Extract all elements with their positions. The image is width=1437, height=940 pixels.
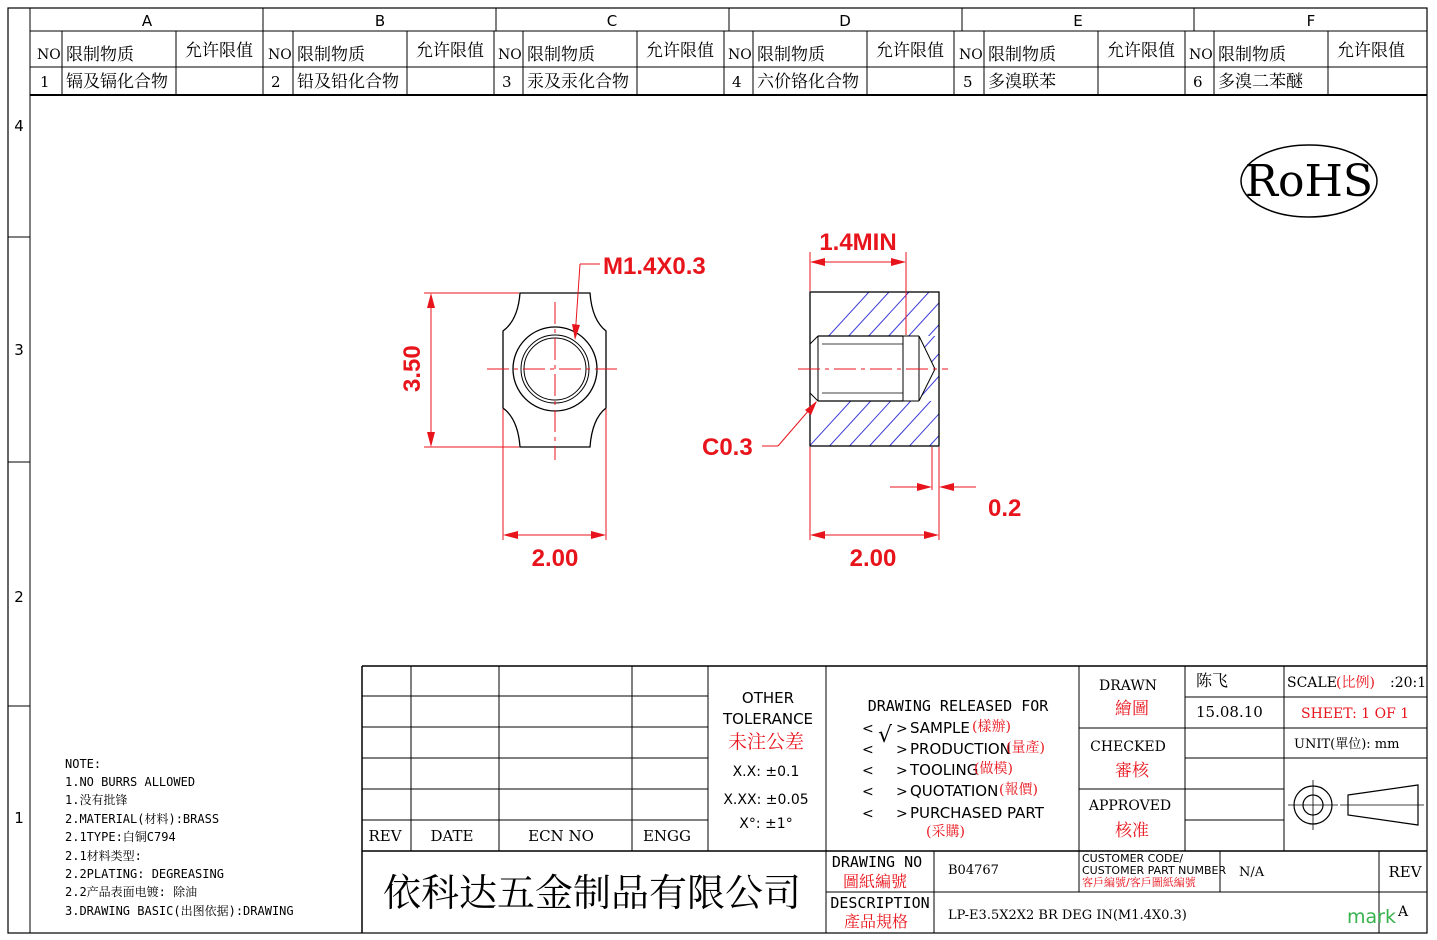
header-substance: 限制物质	[297, 45, 365, 65]
section-view	[798, 292, 948, 446]
header-limit: 允许限值	[646, 41, 714, 61]
release-item-production: PRODUCTION	[910, 740, 1011, 758]
customer-code-value: N/A	[1239, 865, 1265, 880]
ecn-header: ECN NO	[528, 827, 594, 845]
offset-dimension: 0.2	[988, 495, 1022, 522]
release-bracket-icon: <	[862, 763, 874, 779]
note-line: 2.1TYPE:白铜C794	[65, 830, 176, 844]
release-item-tooling-cn: (做模)	[974, 761, 1013, 777]
note-line: 2.2产品表面电镀: 除油	[65, 885, 198, 899]
header-limit: 允许限值	[1107, 41, 1175, 61]
release-item-production-cn: (量產)	[1006, 740, 1045, 756]
zone-row-3: 3	[14, 341, 24, 359]
substance-no: 1	[40, 73, 50, 91]
release-item-quotation: QUOTATION	[910, 782, 999, 800]
section-hatching	[760, 280, 1030, 500]
header-substance: 限制物质	[757, 45, 825, 65]
drawn-label: DRAWN	[1099, 678, 1157, 694]
description-label-cn: 產品規格	[843, 912, 909, 931]
zone-col-f: F	[1306, 12, 1316, 30]
note-line: 2.1材料类型:	[65, 849, 142, 863]
release-item-tooling: TOOLING	[910, 761, 979, 779]
drawn-date: 15.08.10	[1196, 703, 1263, 721]
drawing-no-value: B04767	[948, 863, 999, 878]
thread-dimension: M1.4X0.3	[603, 253, 706, 280]
notes-block	[65, 757, 294, 918]
unit-value: UNIT(單位): mm	[1294, 737, 1400, 752]
company-name: 依科达五金制品有限公司	[382, 871, 802, 915]
description-label: DESCRIPTION	[830, 894, 930, 912]
substance-name: 汞及汞化合物	[527, 72, 629, 92]
header-no: NO	[959, 47, 983, 63]
checked-label: CHECKED	[1090, 739, 1166, 755]
rohs-mark: RoHS	[1244, 156, 1374, 207]
release-bracket-icon: <	[862, 784, 874, 800]
note-line: 2.2PLATING: DEGREASING	[65, 867, 224, 881]
release-check-icon: √	[878, 723, 893, 748]
header-no: NO	[1189, 47, 1213, 63]
customer-code-label: CUSTOMER CODE/	[1082, 852, 1184, 865]
front-view	[487, 293, 620, 460]
header-substance: 限制物质	[1218, 45, 1286, 65]
release-item-sample-cn: (樣辦)	[972, 719, 1011, 735]
substance-no: 6	[1193, 73, 1203, 91]
height-dimension: 3.50	[399, 345, 426, 392]
drawn-label-cn: 繪圖	[1115, 699, 1149, 719]
release-bracket-icon: >	[896, 742, 908, 758]
zone-col-c: C	[606, 12, 618, 30]
release-bracket-icon: <	[862, 742, 874, 758]
scale-label-cn: (比例)	[1336, 675, 1375, 691]
release-bracket-icon: <	[862, 806, 874, 822]
release-bracket-icon: >	[896, 721, 908, 737]
release-bracket-icon: <	[862, 721, 874, 737]
substance-name: 镉及镉化合物	[66, 72, 168, 92]
release-item-quotation-cn: (報價)	[999, 782, 1038, 798]
release-bracket-icon: >	[896, 806, 908, 822]
header-no: NO	[728, 47, 752, 63]
tolerance-angle: X°: ±1°	[739, 816, 793, 832]
note-line: 1.没有批锋	[65, 793, 128, 807]
scale-value: :20:1	[1390, 675, 1427, 691]
substance-no: 3	[502, 73, 512, 91]
release-item-purchased: PURCHASED PART	[910, 804, 1044, 822]
header-substance: 限制物质	[66, 45, 134, 65]
header-limit: 允许限值	[416, 41, 484, 61]
zone-col-a: A	[141, 12, 153, 30]
tolerance-xxx: X.XX: ±0.05	[723, 792, 809, 808]
drawn-by: 陈飞	[1196, 671, 1229, 690]
rev-label: REV	[1388, 863, 1422, 881]
description-value: LP-E3.5X2X2 BR DEG IN(M1.4X0.3)	[948, 908, 1187, 923]
rev-header: REV	[368, 827, 402, 845]
projection-symbol-icon	[1288, 780, 1424, 830]
release-title: DRAWING RELEASED FOR	[867, 697, 1049, 715]
zone-col-e: E	[1073, 12, 1083, 30]
substance-no: 2	[271, 73, 281, 91]
header-limit: 允许限值	[185, 41, 253, 61]
zone-row-1: 1	[14, 809, 24, 827]
header-no: NO	[268, 47, 292, 63]
release-bracket-icon: >	[896, 784, 908, 800]
customer-code-label: CUSTOMER PART NUMBER	[1082, 864, 1227, 877]
note-line: NOTE:	[65, 757, 102, 771]
tolerance-title-cn: 未注公差	[727, 731, 805, 753]
tolerance-xx: X.X: ±0.1	[732, 764, 800, 780]
header-substance: 限制物质	[988, 45, 1056, 65]
customer-code-label-cn: 客戶編號/客戶圖紙編號	[1082, 876, 1196, 889]
header-limit: 允许限值	[1337, 41, 1405, 61]
min-depth-dimension: 1.4MIN	[819, 229, 897, 256]
zone-col-d: D	[839, 12, 851, 30]
engg-header: ENGG	[642, 827, 692, 845]
date-header: DATE	[430, 827, 474, 845]
drawing-no-label: DRAWING NO	[831, 853, 923, 871]
zone-row-4: 4	[14, 117, 24, 135]
substance-name: 六价铬化合物	[757, 72, 859, 92]
checked-label-cn: 審核	[1115, 761, 1149, 781]
chamfer-dimension: C0.3	[702, 434, 753, 461]
width-front-dimension: 2.00	[531, 545, 579, 572]
header-no: NO	[498, 47, 522, 63]
drawing-no-label-cn: 圖紙編號	[842, 872, 908, 891]
tolerance-title: TOLERANCE	[722, 710, 814, 728]
front-dimensions	[424, 264, 606, 540]
note-line: 1.NO BURRS ALLOWED	[65, 775, 196, 789]
header-limit: 允许限值	[876, 41, 944, 61]
approved-label: APPROVED	[1088, 798, 1172, 814]
header-no: NO	[37, 47, 61, 63]
width-side-dimension: 2.00	[849, 545, 897, 572]
tolerance-title: OTHER	[741, 689, 795, 707]
note-line: 2.MATERIAL(材料):BRASS	[65, 812, 220, 826]
substance-name: 多溴联苯	[988, 72, 1056, 92]
substance-no: 4	[732, 73, 742, 91]
scale-label: SCALE	[1287, 675, 1337, 691]
watermark: mark	[1347, 906, 1396, 928]
note-line: 3.DRAWING BASIC(出图依据):DRAWING	[65, 904, 294, 918]
rev-value: A	[1398, 904, 1409, 920]
substance-name: 铅及铅化合物	[297, 72, 399, 92]
release-item-purchased-cn: (采購)	[926, 824, 965, 840]
zone-col-b: B	[374, 12, 386, 30]
release-item-sample: SAMPLE	[910, 719, 970, 737]
sheet-border	[8, 8, 1427, 933]
release-bracket-icon: >	[896, 763, 908, 779]
substance-no: 5	[963, 73, 973, 91]
zone-row-2: 2	[14, 588, 24, 606]
header-substance: 限制物质	[527, 45, 595, 65]
approved-label-cn: 核准	[1115, 821, 1149, 841]
section-dimensions	[762, 252, 976, 540]
sheet-value: SHEET: 1 OF 1	[1301, 706, 1410, 722]
substance-name: 多溴二苯醚	[1218, 72, 1303, 92]
